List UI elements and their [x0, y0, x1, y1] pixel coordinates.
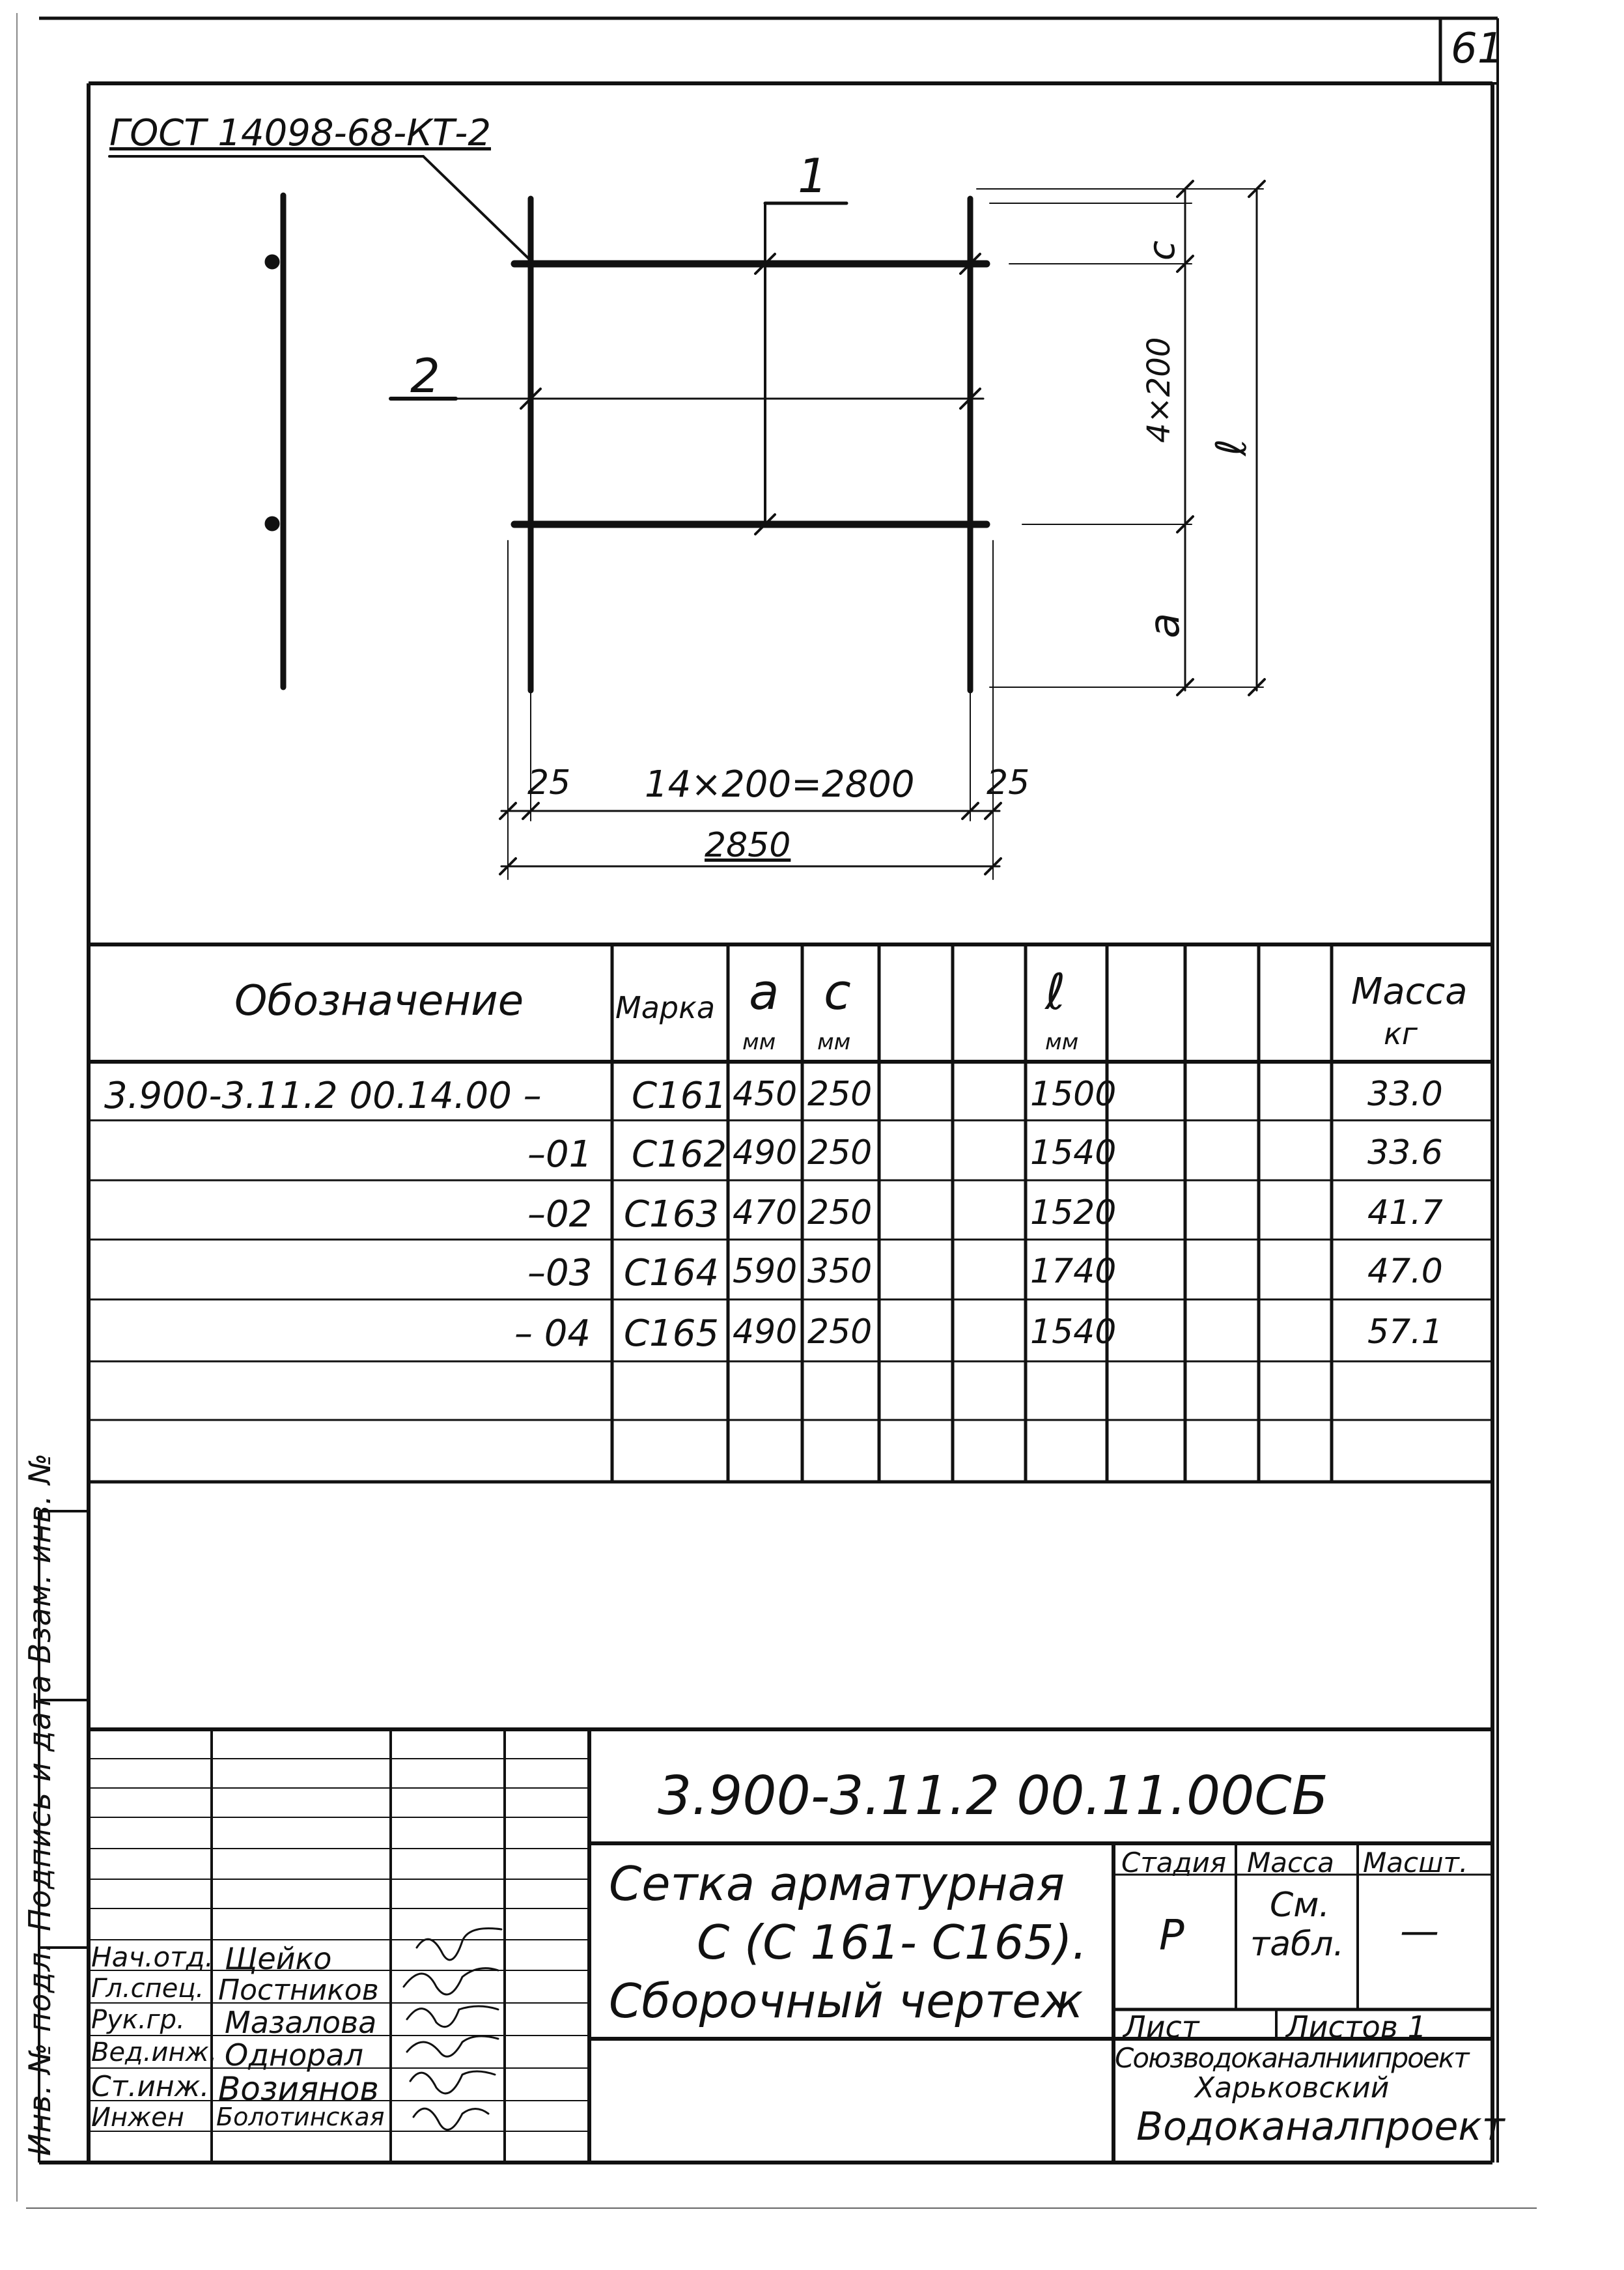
table-row-1-designation: 3.900-3.11.2 00.14.00 –	[104, 1075, 542, 1117]
org-line-3: Водоканалпроект	[1136, 2104, 1505, 2149]
table-row-4-a: 590	[733, 1252, 798, 1291]
table-row-4-c: 350	[807, 1252, 873, 1291]
mass-value-2: табл.	[1250, 1925, 1344, 1964]
table-row-5-l: 1540	[1030, 1312, 1117, 1352]
table-row-3-c: 250	[807, 1193, 873, 1232]
doc-code: 3.900-3.11.2 00.11.00СБ	[658, 1765, 1328, 1827]
sheet-label: Лист	[1123, 2009, 1199, 2045]
signature-role-5: Ст.инж.	[91, 2070, 210, 2103]
callout-1: 1	[798, 149, 828, 203]
table-row-4-mark: С164	[624, 1252, 719, 1294]
header-c: c	[824, 963, 851, 1021]
table-row-2-c: 250	[807, 1133, 873, 1172]
header-l-unit: мм	[1045, 1029, 1079, 1055]
header-mass-unit: кг	[1384, 1016, 1418, 1051]
signature-role-1: Нач.отд.	[91, 1941, 214, 1973]
dim-left-25: 25	[527, 763, 571, 802]
mass-label: Масса	[1247, 1847, 1334, 1879]
signature-name-4: Однорал	[225, 2037, 364, 2073]
signature-name-6: Болотинская	[216, 2103, 385, 2131]
table-row-5-c: 250	[807, 1312, 873, 1352]
table-row-2-l: 1540	[1030, 1133, 1117, 1172]
table-row-4-l: 1740	[1030, 1252, 1117, 1291]
gost-reference: ГОСТ 14098-68-КТ-2	[109, 112, 492, 154]
title-line-1: Сетка арматурная	[609, 1856, 1065, 1911]
table-row-3-mark: С163	[624, 1193, 719, 1236]
table-row-5-a: 490	[733, 1312, 798, 1352]
stage-value: Р	[1159, 1912, 1184, 1960]
dim-14x200: 14×200=2800	[645, 763, 915, 806]
table-row-3-l: 1520	[1030, 1193, 1117, 1232]
signature-name-3: Мазалова	[225, 2005, 377, 2040]
table-row-4-designation: –03	[527, 1252, 593, 1294]
title-line-3: Сборочный чертеж	[609, 1974, 1084, 2028]
scale-value: —	[1400, 1908, 1439, 1954]
signature-role-4: Вед.инж.	[91, 2037, 217, 2067]
header-a: a	[749, 963, 779, 1021]
dim-a-label: a	[1141, 612, 1189, 638]
side-stamp-text: Инв. № подл. Подпись и дата Взам. инв. №	[22, 1453, 57, 2156]
table-row-5-mark: С165	[624, 1312, 719, 1355]
table-row-1-mark: С161	[632, 1075, 727, 1117]
table-row-1-l: 1500	[1030, 1075, 1117, 1114]
signature-role-6: Инжен	[91, 2103, 184, 2133]
scale-label: Масшт.	[1363, 1847, 1468, 1879]
dim-total-2850: 2850	[705, 826, 791, 865]
table-row-3-a: 470	[733, 1193, 798, 1232]
header-a-unit: мм	[742, 1029, 776, 1055]
dim-right-25: 25	[987, 763, 1030, 802]
table-row-2-a: 490	[733, 1133, 798, 1172]
header-designation: Обозначение	[234, 977, 524, 1025]
table-row-4-mass: 47.0	[1367, 1252, 1443, 1291]
signature-name-5: Возиянов	[218, 2070, 379, 2108]
header-c-unit: мм	[817, 1029, 851, 1055]
table-row-2-designation: –01	[527, 1133, 593, 1176]
title-line-2: С (С 161- С165).	[697, 1915, 1087, 1970]
table-row-2-mass: 33.6	[1367, 1133, 1443, 1172]
mass-value-1: См.	[1270, 1886, 1330, 1925]
dim-c-label: c	[1141, 240, 1183, 261]
page-number: 61	[1451, 25, 1504, 73]
stage-label: Стадия	[1121, 1847, 1227, 1879]
signature-name-1: Щейко	[225, 1941, 332, 1976]
header-mass: Масса	[1351, 971, 1468, 1013]
table-row-3-designation: –02	[527, 1193, 593, 1236]
dim-l-label: ℓ	[1208, 438, 1256, 456]
signature-role-3: Рук.гр.	[91, 2005, 185, 2035]
table-row-1-c: 250	[807, 1075, 873, 1114]
table-row-1-a: 450	[733, 1075, 798, 1114]
header-mark: Марка	[615, 990, 716, 1025]
table-row-2-mark: С162	[632, 1133, 727, 1176]
signature-name-2: Постников	[218, 1974, 379, 2007]
table-row-5-designation: – 04	[514, 1312, 591, 1355]
table-row-3-mass: 41.7	[1367, 1193, 1443, 1232]
sheets-label: Листов 1	[1286, 2009, 1427, 2045]
dim-4x200-label: 4×200	[1141, 337, 1177, 443]
table-row-5-mass: 57.1	[1367, 1312, 1443, 1352]
callout-2: 2	[410, 348, 440, 403]
signature-role-2: Гл.спец.	[91, 1974, 204, 2004]
org-line-1: Союзводоканалниипроект	[1115, 2042, 1468, 2074]
org-line-2: Харьковский	[1195, 2071, 1390, 2105]
header-l: ℓ	[1045, 963, 1066, 1021]
table-row-1-mass: 33.0	[1367, 1075, 1443, 1114]
